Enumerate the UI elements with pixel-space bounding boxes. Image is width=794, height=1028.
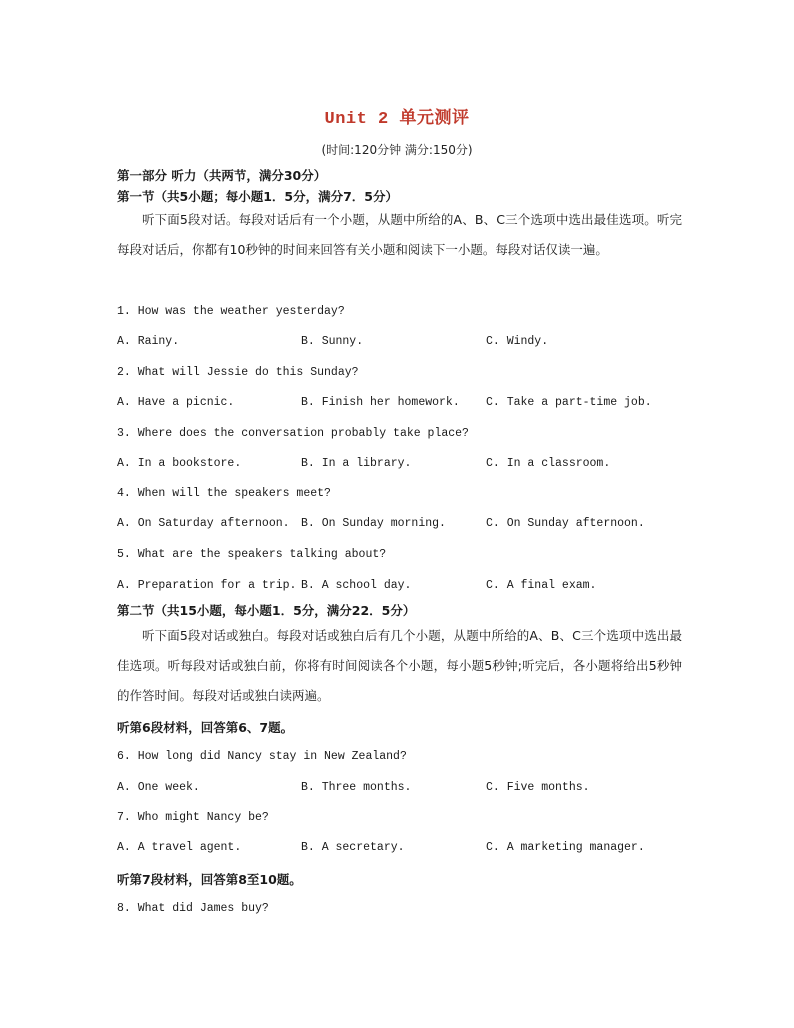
- question-1: 1. How was the weather yesterday?: [117, 305, 345, 318]
- section1-instructions: 听下面5段对话。每段对话后有一个小题，从题中所给的A、B、C三个选项中选出最佳选项。听完每段对话后，你都有10秒钟的时间来回答有关小题和阅读下一小题。每段对话仅读一遍。: [117, 212, 682, 257]
- q4-option-c: C. On Sunday afternoon.: [486, 517, 645, 530]
- section2-instructions: 听下面5段对话或独白。每段对话或独白后有几个小题，从题中所给的A、B、C三个选项中选出最佳选项。听每段对话或独白前，你将有时间阅读各个小题，每小题5秒钟;听完后，各小题将给出5秒钟的作答时间。每段对话或独白读两遍。: [117, 628, 682, 703]
- q1-option-c: C. Windy.: [486, 335, 549, 348]
- q6-option-c: C. Five months.: [486, 781, 590, 794]
- q7-option-a: A. A travel agent.: [117, 841, 242, 854]
- question-6: 6. How long did Nancy stay in New Zealand?: [117, 750, 407, 763]
- q5-option-b: B. A school day.: [301, 579, 412, 592]
- exam-time-score: (时间:120分钟 满分:150分): [321, 143, 473, 157]
- q4-option-a: A. On Saturday afternoon.: [117, 517, 290, 530]
- question-2: 2. What will Jessie do this Sunday?: [117, 366, 359, 379]
- q4-option-b: B. On Sunday morning.: [301, 517, 446, 530]
- q2-option-b: B. Finish her homework.: [301, 396, 460, 409]
- q2-option-c: C. Take a part-time job.: [486, 396, 652, 409]
- question-3: 3. Where does the conversation probably take place?: [117, 427, 469, 440]
- q3-option-a: A. In a bookstore.: [117, 457, 242, 470]
- part1-heading: 第一部分 听力（共两节，满分30分）: [117, 168, 327, 183]
- q7-option-b: B. A secretary.: [301, 841, 405, 854]
- page-title: Unit 2 单元测评: [324, 110, 470, 129]
- question-5: 5. What are the speakers talking about?: [117, 548, 387, 561]
- question-7: 7. Who might Nancy be?: [117, 811, 269, 824]
- material-6-heading: 听第6段材料，回答第6、7题。: [117, 720, 294, 735]
- q1-option-a: A. Rainy.: [117, 335, 180, 348]
- q6-option-b: B. Three months.: [301, 781, 412, 794]
- q3-option-c: C. In a classroom.: [486, 457, 611, 470]
- q5-option-c: C. A final exam.: [486, 579, 597, 592]
- section2-heading: 第二节（共15小题，每小题1．5分，满分22．5分）: [117, 603, 416, 618]
- q1-option-b: B. Sunny.: [301, 335, 364, 348]
- section1-heading: 第一节（共5小题；每小题1．5分，满分7．5分）: [117, 189, 398, 204]
- q7-option-c: C. A marketing manager.: [486, 841, 645, 854]
- question-8: 8. What did James buy?: [117, 902, 269, 915]
- q5-option-a: A. Preparation for a trip.: [117, 579, 297, 592]
- question-4: 4. When will the speakers meet?: [117, 487, 331, 500]
- q3-option-b: B. In a library.: [301, 457, 412, 470]
- q6-option-a: A. One week.: [117, 781, 200, 794]
- material-7-heading: 听第7段材料，回答第8至10题。: [117, 872, 302, 887]
- q2-option-a: A. Have a picnic.: [117, 396, 235, 409]
